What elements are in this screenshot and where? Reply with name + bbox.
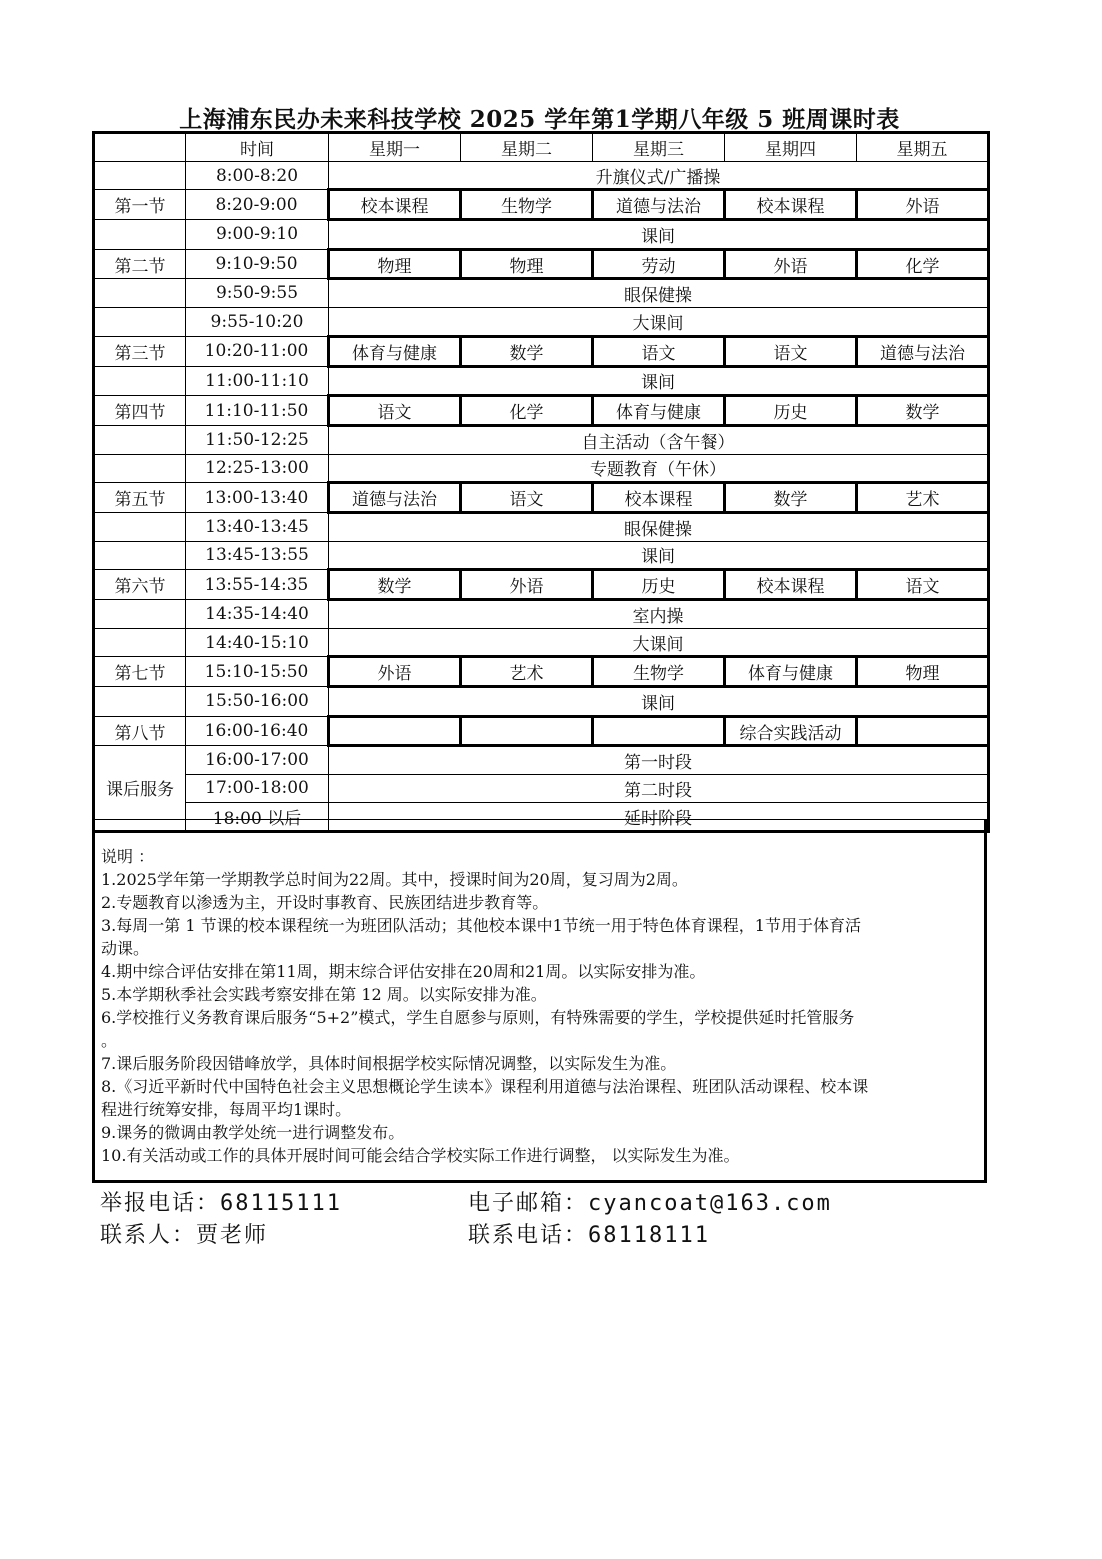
activity-span-cell: 自主活动（含午餐） [329,425,989,454]
after-school-label: 课后服务 [94,746,186,831]
break-row [94,161,989,190]
activity-span-cell: 第二时段 [329,775,989,803]
period-row [94,716,989,746]
subject-cell: 数学 [725,483,857,513]
notes-section [92,819,987,1183]
subject-cell: 综合实践活动 [725,716,857,746]
period-row [94,336,989,366]
time-cell: 10:20-11:00 [186,336,329,366]
subject-cell [461,716,593,746]
activity-span-cell: 课间 [329,220,989,250]
note-line: 9.课务的微调由教学处统一进行调整发布。 [101,1123,405,1142]
contact-person: 联系人：贾老师 [100,1223,269,1248]
subject-cell: 历史 [725,396,857,426]
subject-cell: 物理 [857,657,989,687]
break-row [94,279,989,308]
subject-cell: 体育与健康 [725,657,857,687]
timetable [92,131,990,833]
break-row [94,512,989,541]
period-label [94,279,186,308]
time-cell: 18:00 以后 [186,802,329,831]
note-line: 2.专题教育以渗透为主，开设时事教育、民族团结进步教育等。 [101,893,549,912]
break-row [94,628,989,657]
note-line: 1.2025学年第一学期教学总时间为22周。其中，授课时间为20周，复习周为2周。 [101,870,688,889]
subject-cell: 化学 [461,396,593,426]
activity-span-cell: 专题教育（午休） [329,454,989,483]
subject-cell: 外语 [725,249,857,279]
note-line: 动课。 [101,939,150,958]
break-row [94,220,989,250]
period-label [94,541,186,570]
header-row [94,133,989,162]
activity-span-cell: 升旗仪式/广播操 [329,161,989,190]
note-line: 程进行统筹安排，每周平均1课时。 [101,1100,352,1119]
note-line: 6.学校推行义务教育课后服务“5+2”模式，学生自愿参与原则，有特殊需要的学生，学校提供延时托管服务 [101,1008,855,1027]
break-row [94,687,989,717]
subject-cell: 道德与法治 [593,190,725,220]
subject-cell [329,716,461,746]
header-day: 星期一 [329,133,461,162]
subject-cell: 语文 [857,570,989,600]
header-day: 星期五 [857,133,989,162]
subject-cell: 艺术 [857,483,989,513]
period-label: 第六节 [94,570,186,600]
period-label [94,454,186,483]
period-label [94,687,186,717]
subject-cell: 化学 [857,249,989,279]
time-cell: 9:55-10:20 [186,308,329,337]
period-label: 第四节 [94,396,186,426]
subject-cell: 生物学 [461,190,593,220]
time-cell: 9:10-9:50 [186,249,329,279]
time-cell: 13:55-14:35 [186,570,329,600]
time-cell: 11:50-12:25 [186,425,329,454]
period-label [94,220,186,250]
contact-phone: 联系电话：68118111 [468,1223,710,1248]
note-line: 5.本学期秋季社会实践考察安排在第 12 周。以实际安排为准。 [101,985,547,1004]
time-cell: 9:00-9:10 [186,220,329,250]
subject-cell: 体育与健康 [593,396,725,426]
after-school-row [94,746,989,775]
subject-cell: 生物学 [593,657,725,687]
subject-cell: 劳动 [593,249,725,279]
subject-cell: 外语 [329,657,461,687]
activity-span-cell: 眼保健操 [329,279,989,308]
subject-cell: 语文 [461,483,593,513]
period-row [94,190,989,220]
period-label [94,425,186,454]
after-school-row [94,775,989,803]
activity-span-cell: 第一时段 [329,746,989,775]
header-day: 星期三 [593,133,725,162]
note-line: 3.每周一第 1 节课的校本课程统一为班团队活动；其他校本课中1节统一用于特色体育课程，1节用于体育活 [101,916,861,935]
header-blank [94,133,186,162]
time-cell: 13:45-13:55 [186,541,329,570]
subject-cell: 道德与法治 [857,336,989,366]
subject-cell: 艺术 [461,657,593,687]
subject-cell: 历史 [593,570,725,600]
period-label: 第一节 [94,190,186,220]
activity-span-cell: 大课间 [329,628,989,657]
subject-cell: 外语 [857,190,989,220]
period-label [94,512,186,541]
subject-cell: 外语 [461,570,593,600]
period-row [94,570,989,600]
subject-cell: 物理 [329,249,461,279]
break-row [94,454,989,483]
header-time: 时间 [186,133,329,162]
time-cell: 11:00-11:10 [186,366,329,396]
time-cell: 15:50-16:00 [186,687,329,717]
time-cell: 16:00-16:40 [186,716,329,746]
break-row [94,366,989,396]
time-cell: 16:00-17:00 [186,746,329,775]
subject-cell: 道德与法治 [329,483,461,513]
subject-cell: 语文 [725,336,857,366]
subject-cell: 体育与健康 [329,336,461,366]
subject-cell: 校本课程 [725,570,857,600]
contact-email: 电子邮箱：cyancoat@163.com [468,1191,832,1216]
subject-cell: 校本课程 [329,190,461,220]
subject-cell: 语文 [329,396,461,426]
time-cell: 8:20-9:00 [186,190,329,220]
activity-span-cell: 眼保健操 [329,512,989,541]
period-label: 第三节 [94,336,186,366]
subject-cell: 语文 [593,336,725,366]
subject-cell: 物理 [461,249,593,279]
break-row [94,308,989,337]
time-cell: 17:00-18:00 [186,775,329,803]
period-label [94,366,186,396]
period-label [94,161,186,190]
time-cell: 14:35-14:40 [186,600,329,629]
subject-cell [857,716,989,746]
break-row [94,541,989,570]
activity-span-cell: 课间 [329,541,989,570]
subject-cell: 数学 [857,396,989,426]
note-line: 。 [101,1031,118,1050]
period-label [94,628,186,657]
time-cell: 14:40-15:10 [186,628,329,657]
time-cell: 13:00-13:40 [186,483,329,513]
subject-cell: 校本课程 [725,190,857,220]
time-cell: 8:00-8:20 [186,161,329,190]
period-label [94,308,186,337]
header-day: 星期二 [461,133,593,162]
subject-cell [593,716,725,746]
period-label: 第八节 [94,716,186,746]
subject-cell: 数学 [329,570,461,600]
note-line: 7.课后服务阶段因错峰放学，具体时间根据学校实际情况调整，以实际发生为准。 [101,1054,677,1073]
period-label: 第五节 [94,483,186,513]
notes-heading: 说明 ： [101,847,155,866]
activity-span-cell: 延时阶段 [329,802,989,831]
period-label: 第七节 [94,657,186,687]
time-cell: 11:10-11:50 [186,396,329,426]
break-row [94,600,989,629]
page-title: 上海浦东民办未来科技学校 2025 学年第1学期八年级 5 班周课时表 [179,106,900,133]
subject-cell: 校本课程 [593,483,725,513]
period-label: 第二节 [94,249,186,279]
time-cell: 15:10-15:50 [186,657,329,687]
report-phone: 举报电话：68115111 [100,1191,342,1216]
period-label [94,600,186,629]
note-line: 10.有关活动或工作的具体开展时间可能会结合学校实际工作进行调整， 以实际发生为准。 [101,1146,740,1165]
activity-span-cell: 大课间 [329,308,989,337]
note-line: 4.期中综合评估安排在第11周，期末综合评估安排在20周和21周。以实际安排为准。 [101,962,706,981]
period-row [94,483,989,513]
activity-span-cell: 课间 [329,366,989,396]
time-cell: 9:50-9:55 [186,279,329,308]
header-day: 星期四 [725,133,857,162]
period-row [94,249,989,279]
note-line: 8.《习近平新时代中国特色社会主义思想概论学生读本》课程利用道德与法治课程、班团队活动课程、校本课 [101,1077,869,1096]
activity-span-cell: 室内操 [329,600,989,629]
time-cell: 13:40-13:45 [186,512,329,541]
break-row [94,425,989,454]
period-row [94,657,989,687]
activity-span-cell: 课间 [329,687,989,717]
time-cell: 12:25-13:00 [186,454,329,483]
period-row [94,396,989,426]
subject-cell: 数学 [461,336,593,366]
